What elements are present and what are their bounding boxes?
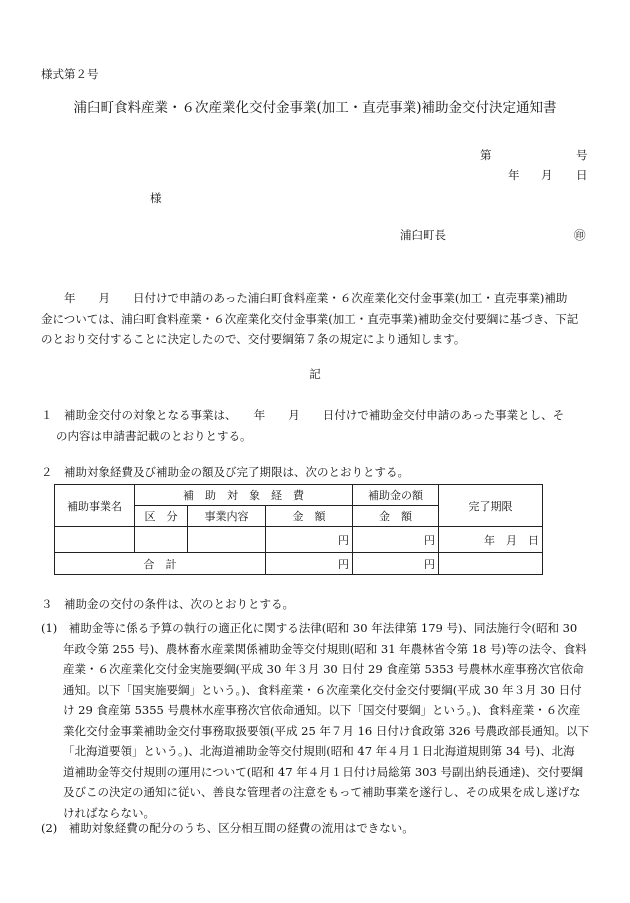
intro-line: 金については、浦臼町食料産業・６次産業化交付金事業(加工・直売事業)補助金交付要綱に基づき、下記 <box>41 311 579 326</box>
condition-1-line: 年政令第 255 号)、農林畜水産業関係補助金等交付規則(昭和 31 年農林省令第 18 号)等の法令、食料 <box>63 641 587 656</box>
item-1 <box>41 405 564 447</box>
seal-mark: ㊞ <box>574 228 586 242</box>
condition-1-line: 産業・６次産業化交付金実施要綱(平成 30 年３月 30 日付 29 食産第 5353 号農林水産事務次官依命 <box>63 662 584 676</box>
cell-deadline-date: 年 月 日 <box>439 527 543 553</box>
header-amount: 金 額 <box>266 506 353 527</box>
condition-1-line: け 29 食産第 5355 号農林水産事務次官依命通知。以下「国交付要綱」という。)、食料産業・６次産 <box>63 703 581 717</box>
item-3: ３ 補助金の交付の条件は、次のとおりとする。 <box>41 597 294 611</box>
condition-1-line: 業化交付金事業補助金交付事務取扱要領(平成 25 年７月 16 日付け食政第 326 号農政部長通知。以下 <box>63 723 590 738</box>
total-grant-yen: 円 <box>353 553 439 575</box>
total-label: 合 計 <box>55 553 266 575</box>
date-month: 月 <box>541 168 553 182</box>
header-eligible-expense: 補 助 対 象 経 費 <box>135 485 353 506</box>
item-1-line: の内容は申請書記載のとおりとする。 <box>56 429 252 443</box>
addressee-suffix: 様 <box>150 191 162 205</box>
cell-content <box>188 527 266 553</box>
total-deadline-empty <box>439 553 543 575</box>
condition-1-line: 通知。以下「国実施要綱」という。)、食料産業・６次産業化交付金交付要綱(平成 30 年３月 30 日付 <box>63 682 582 697</box>
condition-1 <box>41 618 589 823</box>
number-dai: 第 <box>480 148 492 162</box>
header-deadline: 完了期限 <box>439 485 543 527</box>
condition-1-line: 「北海道要領」という。)、北海道補助金等交付規則(昭和 47 年４月１日北海道規則第 34 号)、北海 <box>63 744 575 758</box>
condition-2: (2) 補助対象経費の配分のうち、区分相互間の経費の流用はできない。 <box>41 821 414 835</box>
document-title: 浦臼町食料産業・６次産業化交付金事業(加工・直売事業)補助金交付決定通知書 <box>73 100 557 116</box>
item-1-line: １ 補助金交付の対象となる事業は、 年 月 日付けで補助金交付申請のあった事業とし、そ <box>41 408 565 422</box>
cell-category <box>135 527 188 553</box>
item-2: ２ 補助対象経費及び補助金の額及び完了期限は、次のとおりとする。 <box>41 465 409 479</box>
condition-1-line: 道補助金等交付規則の運用について(昭和 47 年４月１日付け局総第 303 号副出納長通達)、交付要綱 <box>63 764 583 779</box>
cell-amount-yen: 円 <box>266 527 353 553</box>
date-day: 日 <box>576 168 588 182</box>
date-year: 年 <box>508 168 520 182</box>
number-go: 号 <box>576 148 588 162</box>
header-category: 区 分 <box>135 506 188 527</box>
form-number: 様式第２号 <box>41 67 99 81</box>
intro-line: のとおり交付することに決定したので、交付要綱第７条の規定により通知します。 <box>41 332 466 346</box>
condition-1-line: (1) 補助金等に係る予算の執行の適正化に関する法律(昭和 30 年法律第 179 号)、同法施行令(昭和 30 <box>41 621 578 635</box>
header-grant-amount: 補助金の額 <box>353 485 439 506</box>
header-content: 事業内容 <box>188 506 266 527</box>
issuer-name: 浦臼町長 <box>400 228 446 242</box>
header-project-name: 補助事業名 <box>55 485 135 527</box>
total-amount-yen: 円 <box>266 553 353 575</box>
header-grant-subamount: 金 額 <box>353 506 439 527</box>
cell-project-name <box>55 527 135 553</box>
grant-table <box>54 484 543 575</box>
condition-1-line: 及びこの決定の通知に従い、善良な管理者の注意をもって補助事業を遂行し、その成果を成し遂げな <box>63 785 581 799</box>
ki-heading: 記 <box>309 367 321 381</box>
cell-grant-yen: 円 <box>353 527 439 553</box>
intro-line: 年 月 日付けで申請のあった浦臼町食料産業・６次産業化交付金事業(加工・直売事業)補助 <box>41 291 568 305</box>
intro-paragraph <box>41 288 589 350</box>
condition-1-line: ければならない。 <box>63 805 155 820</box>
